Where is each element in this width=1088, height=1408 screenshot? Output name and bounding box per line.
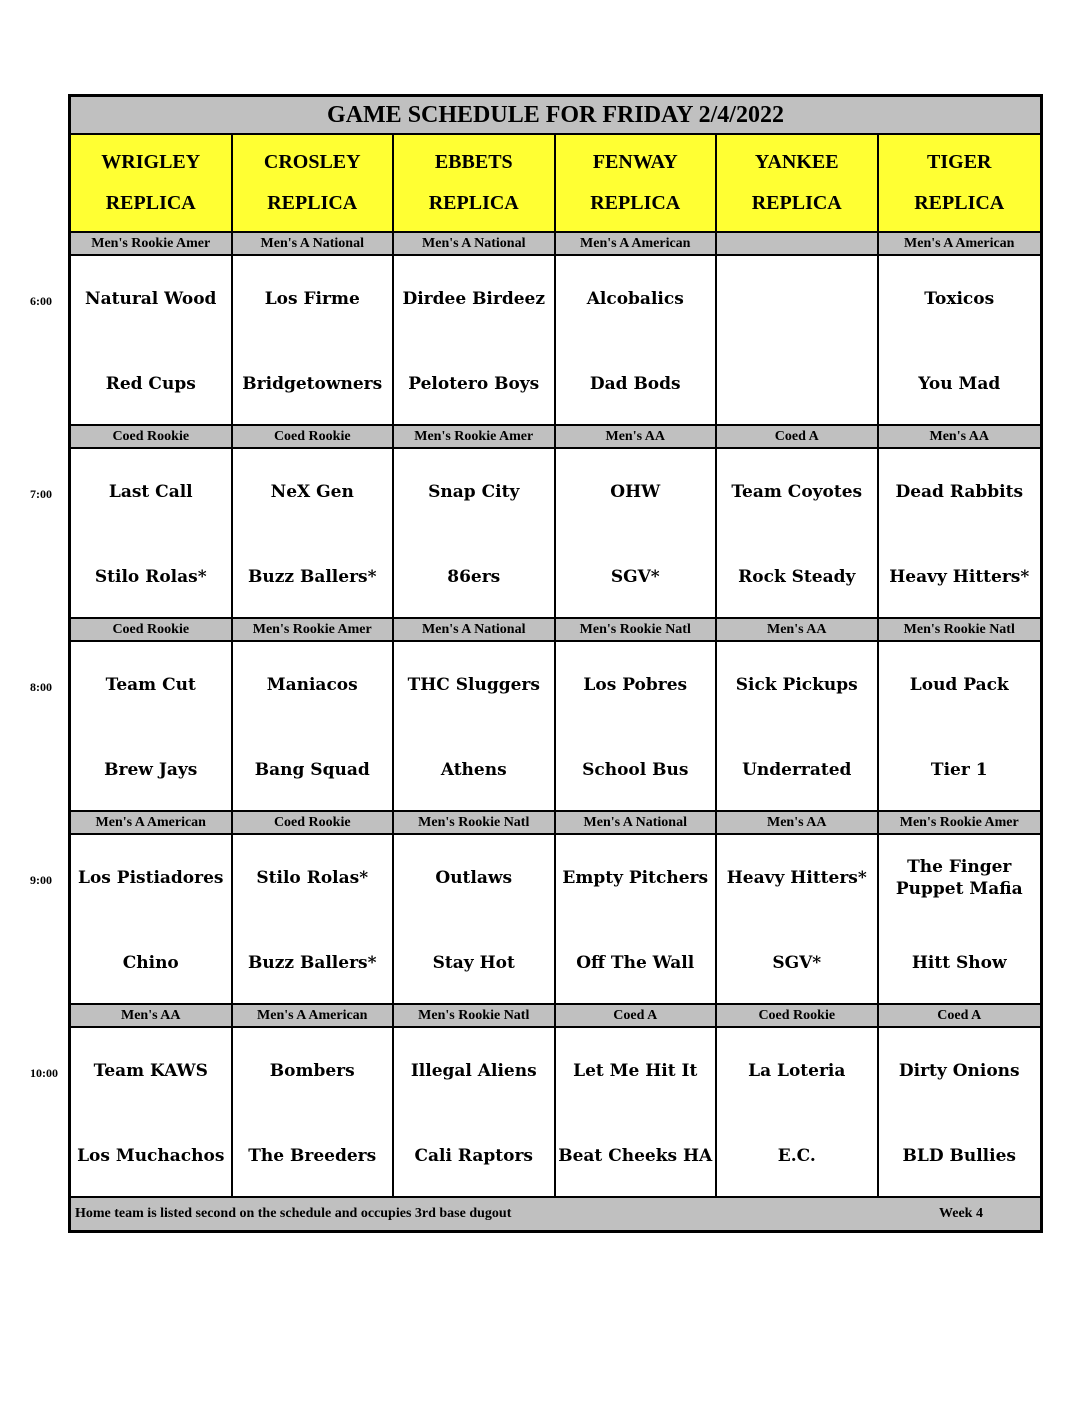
field-name: YANKEE [754, 151, 839, 173]
home-team: Rock Steady [738, 567, 856, 587]
game-cell [879, 835, 1041, 1005]
home-team: School Bus [582, 760, 689, 780]
game-cell [71, 256, 233, 426]
home-team: Beat Cheeks HA [558, 1146, 713, 1166]
game-cell [394, 256, 556, 426]
division-row [71, 812, 1040, 835]
away-team: Outlaws [435, 868, 513, 888]
division-label: Men's AA [879, 426, 1041, 449]
field-header [233, 135, 395, 233]
away-team: Dirdee Birdeez [402, 289, 546, 309]
home-team: SGV* [610, 567, 660, 587]
game-cell [71, 449, 233, 619]
division-label: Men's Rookie Amer [233, 619, 395, 642]
division-label: Men's A American [556, 233, 718, 256]
away-team: Last Call [108, 482, 193, 502]
game-cell [879, 642, 1041, 812]
home-team: Bridgetowners [242, 374, 383, 394]
home-team: Red Cups [105, 374, 196, 394]
game-cell [394, 1028, 556, 1198]
away-team: Dead Rabbits [895, 482, 1024, 502]
field-name: EBBETS [434, 151, 513, 173]
division-label: Coed Rookie [71, 619, 233, 642]
home-team: Off The Wall [576, 953, 695, 973]
field-header [71, 135, 233, 233]
game-row [71, 449, 1040, 619]
away-team: Heavy Hitters* [726, 868, 867, 888]
away-team: THC Sluggers [407, 675, 540, 695]
division-label: Men's AA [556, 426, 718, 449]
home-team: Pelotero Boys [408, 374, 540, 394]
division-label: Coed Rookie [71, 426, 233, 449]
away-team: Empty Pitchers [562, 868, 709, 888]
schedule-title: GAME SCHEDULE FOR FRIDAY 2/4/2022 [71, 97, 1040, 135]
division-label: Coed A [556, 1005, 718, 1028]
game-cell [233, 642, 395, 812]
away-team: Let Me Hit It [573, 1061, 698, 1081]
division-row [71, 619, 1040, 642]
away-team: Team KAWS [93, 1061, 208, 1081]
field-header-row [71, 135, 1040, 233]
game-cell [556, 449, 718, 619]
away-team: Los Firme [264, 289, 360, 309]
division-label: Coed Rookie [233, 812, 395, 835]
time-label: 9:00 [30, 873, 52, 887]
game-cell [717, 449, 879, 619]
footer-note: Home team is listed second on the schedule and occupies 3rd base dugout [75, 1206, 512, 1221]
game-cell [717, 1028, 879, 1198]
field-header [556, 135, 718, 233]
away-team: Los Pobres [583, 675, 688, 695]
time-label: 7:00 [30, 487, 52, 501]
away-team: Loud Pack [909, 675, 1009, 695]
away-team: Stilo Rolas* [256, 868, 369, 888]
division-label: Coed Rookie [233, 426, 395, 449]
field-name: CROSLEY [263, 151, 361, 173]
game-cell [233, 1028, 395, 1198]
field-subtitle: REPLICA [428, 192, 519, 214]
home-team: BLD Bullies [902, 1146, 1016, 1166]
division-label: Coed A [879, 1005, 1041, 1028]
field-subtitle: REPLICA [267, 192, 358, 214]
game-row [71, 256, 1040, 426]
game-row [71, 1028, 1040, 1198]
home-team: 86ers [447, 567, 501, 587]
away-team: Team Coyotes [731, 482, 863, 502]
home-team: Athens [440, 760, 507, 780]
away-team: OHW [610, 482, 661, 502]
home-team: Buzz Ballers* [248, 953, 377, 973]
game-cell [394, 642, 556, 812]
division-label: Coed Rookie [717, 1005, 879, 1028]
division-label: Men's Rookie Amer [879, 812, 1041, 835]
game-cell [879, 1028, 1041, 1198]
home-team: Los Muchachos [77, 1146, 225, 1166]
division-label: Men's A American [233, 1005, 395, 1028]
away-team: Sick Pickups [735, 675, 858, 695]
division-label: Men's Rookie Natl [556, 619, 718, 642]
division-label: Men's Rookie Natl [879, 619, 1041, 642]
home-team: Heavy Hitters* [889, 567, 1030, 587]
division-label: Men's Rookie Natl [394, 1005, 556, 1028]
schedule-table [68, 94, 1043, 1233]
away-team: Dirty Onions [898, 1061, 1020, 1081]
time-label: 6:00 [30, 294, 52, 308]
footer [71, 1198, 1040, 1230]
game-cell [71, 835, 233, 1005]
game-cell [556, 642, 718, 812]
game-cell [394, 449, 556, 619]
division-label: Men's A National [556, 812, 718, 835]
away-team: Team Cut [105, 675, 196, 695]
time-label: 10:00 [30, 1066, 58, 1080]
away-team: Toxicos [924, 289, 995, 309]
division-label: Coed A [717, 426, 879, 449]
division-label: Men's AA [717, 619, 879, 642]
field-header [394, 135, 556, 233]
division-label [717, 233, 879, 256]
field-header [717, 135, 879, 233]
game-cell [556, 835, 718, 1005]
game-cell [556, 1028, 718, 1198]
home-team: Tier 1 [930, 760, 988, 780]
game-cell [879, 256, 1041, 426]
game-cell [717, 256, 879, 426]
week-label: Week 4 [939, 1206, 983, 1221]
away-team: Alcobalics [586, 289, 684, 309]
home-team: Underrated [742, 760, 852, 780]
away-team: Natural Wood [85, 289, 217, 309]
field-name: TIGER [927, 151, 992, 173]
division-label: Men's A American [71, 812, 233, 835]
game-cell [556, 256, 718, 426]
game-cell [233, 256, 395, 426]
home-team: Cali Raptors [414, 1146, 534, 1166]
home-team: The Breeders [248, 1146, 377, 1166]
game-cell [394, 835, 556, 1005]
division-label: Men's Rookie Amer [394, 426, 556, 449]
home-team: You Mad [918, 374, 1001, 394]
home-team: Hitt Show [911, 953, 1007, 973]
away-team: The Finger Puppet Mafia [895, 857, 1023, 899]
time-label: 8:00 [30, 680, 52, 694]
division-row [71, 233, 1040, 256]
division-label: Men's A National [233, 233, 395, 256]
game-row [71, 642, 1040, 812]
home-team: SGV* [772, 953, 822, 973]
game-cell [717, 642, 879, 812]
game-cell [879, 449, 1041, 619]
field-subtitle: REPLICA [914, 192, 1005, 214]
home-team: Stay Hot [432, 953, 515, 973]
division-label: Men's Rookie Natl [394, 812, 556, 835]
game-row [71, 835, 1040, 1005]
away-team: Maniacos [266, 675, 358, 695]
division-label: Men's AA [71, 1005, 233, 1028]
game-cell [71, 642, 233, 812]
away-team: Bombers [269, 1061, 355, 1081]
field-header [879, 135, 1041, 233]
field-subtitle: REPLICA [590, 192, 681, 214]
home-team: Stilo Rolas* [94, 567, 207, 587]
division-label: Men's Rookie Amer [71, 233, 233, 256]
away-team: Snap City [428, 482, 520, 502]
field-subtitle: REPLICA [751, 192, 842, 214]
away-team: Los Pistiadores [78, 868, 224, 888]
game-cell [71, 1028, 233, 1198]
division-label: Men's A National [394, 233, 556, 256]
away-team: Illegal Aliens [410, 1061, 537, 1081]
field-name: WRIGLEY [101, 151, 201, 173]
home-team: Buzz Ballers* [248, 567, 377, 587]
division-row [71, 426, 1040, 449]
home-team: Chino [122, 953, 179, 973]
division-label: Men's A American [879, 233, 1041, 256]
division-row [71, 1005, 1040, 1028]
away-team: NeX Gen [270, 482, 354, 502]
away-team: La Loteria [748, 1061, 846, 1081]
game-cell [717, 835, 879, 1005]
game-cell [233, 449, 395, 619]
home-team: Brew Jays [104, 760, 198, 780]
game-cell [233, 835, 395, 1005]
field-name: FENWAY [592, 151, 678, 173]
home-team: Dad Bods [589, 374, 681, 394]
home-team: Bang Squad [254, 760, 370, 780]
division-label: Men's AA [717, 812, 879, 835]
field-subtitle: REPLICA [105, 192, 196, 214]
home-team: E.C. [777, 1146, 816, 1166]
division-label: Men's A National [394, 619, 556, 642]
